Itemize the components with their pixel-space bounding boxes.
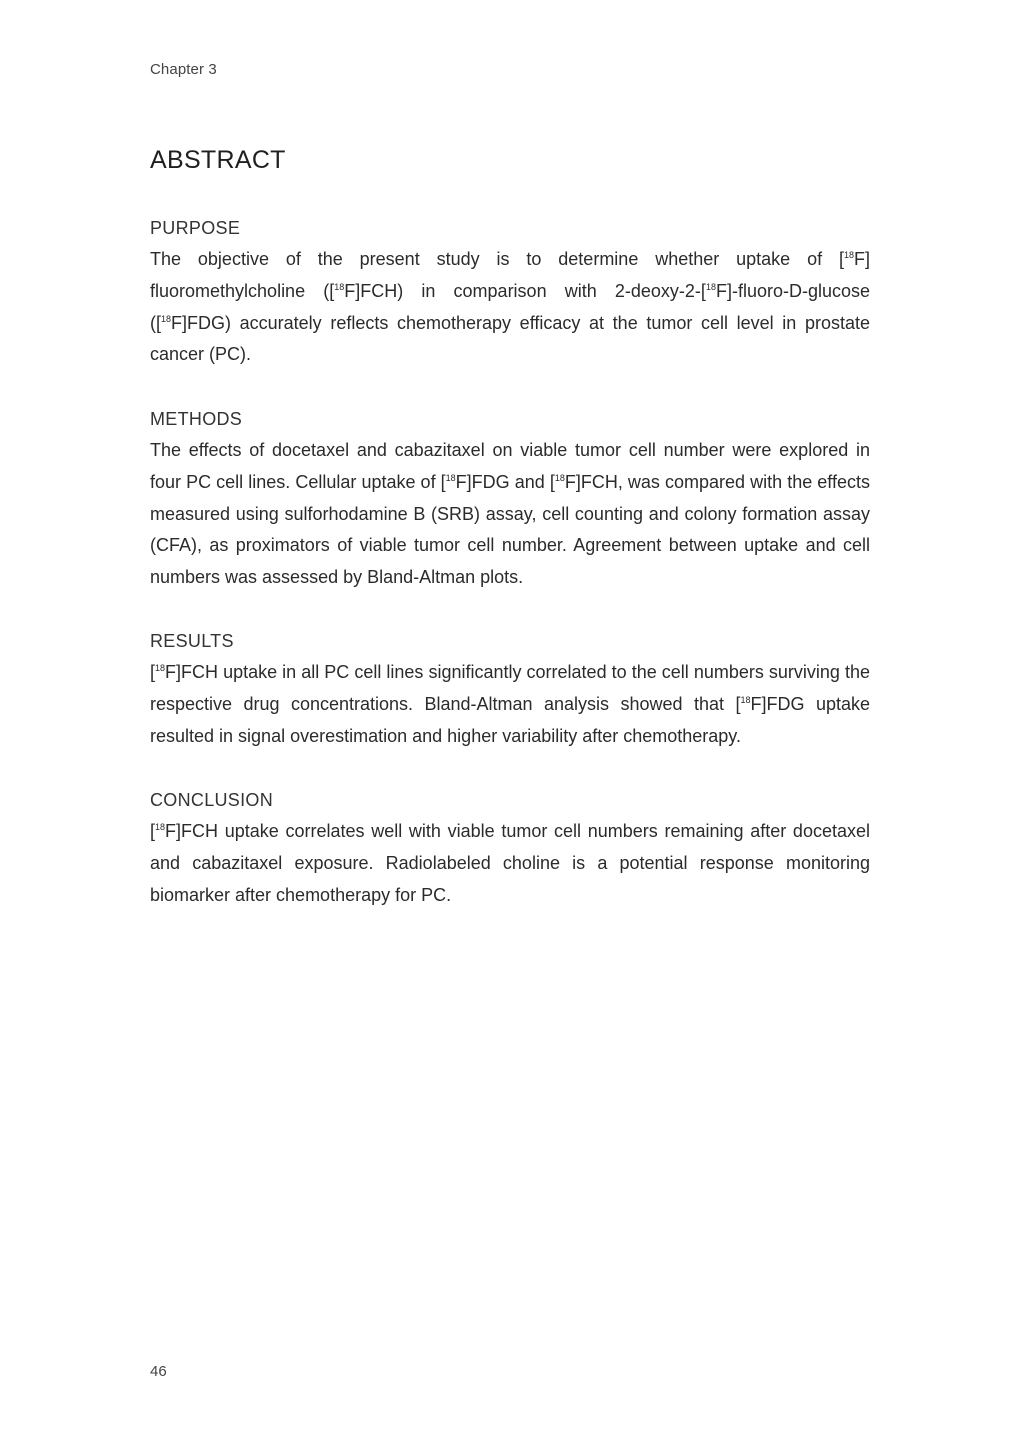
isotope-superscript: 18 [554,472,565,483]
purpose-text-segment: The objective of the present study is to determine whether uptake of [ [150,249,844,269]
section-conclusion [150,784,870,911]
conclusion-text-segment: [ [150,821,156,841]
conclusion-text [150,816,870,911]
conclusion-heading: CONCLUSION [150,790,274,810]
isotope-superscript: 18 [445,472,456,483]
methods-text-segment: F]FDG and [ [455,471,555,492]
results-text [150,657,870,752]
running-header: Chapter 3 [150,61,217,78]
isotope-superscript: 18 [334,281,345,292]
isotope-superscript: 18 [155,822,166,832]
isotope-superscript: 18 [155,663,166,673]
purpose-text-segment: F] fluoromethylcholine ([ [150,249,870,301]
purpose-heading: PURPOSE [150,218,241,238]
section-results [150,625,870,752]
purpose-text-segment: F]FCH) in comparison with 2-deoxy-2-[ [344,280,706,301]
results-heading: RESULTS [150,631,234,651]
methods-text [150,435,870,594]
page-number: 46 [150,1363,167,1380]
section-methods [150,403,870,594]
methods-heading: METHODS [150,409,243,429]
section-purpose [150,212,870,371]
results-text-segment: F]FDG uptake resulted in signal overestimation and higher variability after chemotherapy. [150,693,870,746]
methods-text-segment: F]FCH, was compared with the effects measured using sulforhodamine B (SRB) assay, cell counting and colony formation assay (CFA), as proximators of viable tumor cell number. Agreement between uptake and cell numbers was assessed by Bland-Altman plots. [150,471,871,588]
results-text-segment: [ [150,662,156,682]
conclusion-text-segment: F]FCH uptake correlates well with viable tumor cell numbers remaining after docetaxel and cabazitaxel exposure. Radiolabeled choline is a potential response monitoring biomarker after chemotherapy for PC. [150,821,870,905]
isotope-superscript: 18 [161,313,172,324]
methods-text-segment: The effects of docetaxel and cabazitaxel on viable tumor cell number were explored in four PC cell lines. Cellular uptake of [ [150,440,870,492]
purpose-text-segment: F]FDG) accurately reflects chemotherapy efficacy at the tumor cell level in prostate cancer (PC). [150,312,870,365]
purpose-text [150,244,870,371]
purpose-text-segment: F]-fluoro-D-glucose ([ [150,280,870,333]
isotope-superscript: 18 [843,250,854,260]
abstract-title: ABSTRACT [150,146,286,174]
isotope-superscript: 18 [705,281,716,292]
results-text-segment: F]FCH uptake in all PC cell lines significantly correlated to the cell numbers surviving the respective drug concentrations. Bland-Altman analysis showed that [ [150,662,870,714]
isotope-superscript: 18 [740,694,751,705]
